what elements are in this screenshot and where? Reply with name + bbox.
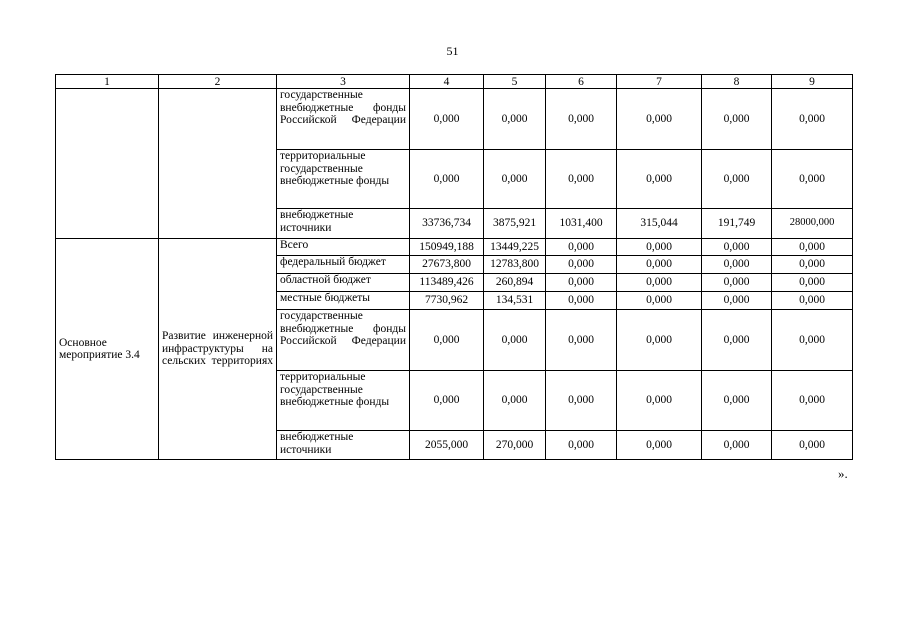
event-description-cell [159,239,277,460]
name-cell-empty [159,89,277,239]
value-cell: 2055,000 [410,431,484,460]
value-cell: 0,000 [546,239,617,256]
value-cell: 0,000 [410,89,484,150]
value-cell: 0,000 [772,431,853,460]
value-cell: 0,000 [546,150,617,209]
column-header: 7 [617,75,702,89]
table-row [56,89,853,150]
source-cell: областной бюджет [277,274,410,292]
value-cell: 0,000 [484,150,546,209]
column-header: 9 [772,75,853,89]
value-cell: 191,749 [702,209,772,239]
column-header: 6 [546,75,617,89]
value-cell: 0,000 [617,431,702,460]
value-cell: 0,000 [546,371,617,431]
value-cell: 0,000 [702,256,772,274]
value-cell: 0,000 [772,89,853,150]
value-cell: 0,000 [617,150,702,209]
value-cell: 260,894 [484,274,546,292]
value-cell: 0,000 [410,150,484,209]
value-cell: 3875,921 [484,209,546,239]
value-cell: 0,000 [772,239,853,256]
value-cell: 0,000 [546,431,617,460]
value-cell: 0,000 [546,292,617,310]
value-cell: 0,000 [702,274,772,292]
value-cell: 0,000 [546,256,617,274]
value-cell: 0,000 [546,310,617,371]
value-cell: 0,000 [484,371,546,431]
source-cell: государственные внебюджетные фонды Российской Федерации [277,89,410,150]
value-cell: 0,000 [617,239,702,256]
value-cell: 0,000 [484,310,546,371]
column-header: 4 [410,75,484,89]
value-cell: 270,000 [484,431,546,460]
value-cell: 0,000 [772,256,853,274]
value-cell: 0,000 [617,371,702,431]
source-cell: федеральный бюджет [277,256,410,274]
value-cell: 28000,000 [772,209,853,239]
value-cell: 0,000 [772,310,853,371]
value-cell: 0,000 [617,256,702,274]
source-cell: территориальные государственные внебюджетные фонды [277,150,410,209]
value-cell: 27673,800 [410,256,484,274]
source-cell: местные бюджеты [277,292,410,310]
value-cell: 0,000 [617,292,702,310]
value-cell: 0,000 [546,89,617,150]
value-cell: 150949,188 [410,239,484,256]
value-cell: 0,000 [702,431,772,460]
value-cell: 0,000 [617,310,702,371]
value-cell: 0,000 [772,150,853,209]
budget-table [55,74,853,460]
value-cell: 113489,426 [410,274,484,292]
column-header: 8 [702,75,772,89]
table-row [56,239,853,256]
value-cell: 0,000 [702,292,772,310]
value-cell: 0,000 [702,89,772,150]
value-cell: 12783,800 [484,256,546,274]
column-header: 5 [484,75,546,89]
value-cell: 0,000 [702,150,772,209]
header-row [56,75,853,89]
value-cell: 0,000 [702,310,772,371]
source-cell: внебюджетные источники [277,431,410,460]
value-cell: 0,000 [772,371,853,431]
event-name-cell: Основное мероприятие 3.4 [56,239,159,460]
event-description: Развитие инженерной инфраструктуры на сельских территориях [162,330,273,368]
value-cell: 13449,225 [484,239,546,256]
closing-quote-mark: ». [838,466,848,481]
source-cell: территориальные государственные внебюджетные фонды [277,371,410,431]
source-cell: Всего [277,239,410,256]
value-cell: 33736,734 [410,209,484,239]
value-cell: 0,000 [772,292,853,310]
value-cell: 0,000 [617,274,702,292]
page-number: 51 [446,44,459,58]
value-cell: 134,531 [484,292,546,310]
value-cell: 0,000 [772,274,853,292]
value-cell: 0,000 [546,274,617,292]
value-cell: 0,000 [484,89,546,150]
source-cell: внебюджетные источники [277,209,410,239]
event-cell-empty [56,89,159,239]
value-cell: 1031,400 [546,209,617,239]
column-header: 3 [277,75,410,89]
column-header: 1 [56,75,159,89]
value-cell: 0,000 [702,239,772,256]
value-cell: 0,000 [410,371,484,431]
value-cell: 0,000 [617,89,702,150]
source-cell: государственные внебюджетные фонды Российской Федерации [277,310,410,371]
value-cell: 7730,962 [410,292,484,310]
value-cell: 315,044 [617,209,702,239]
value-cell: 0,000 [702,371,772,431]
value-cell: 0,000 [410,310,484,371]
column-header: 2 [159,75,277,89]
